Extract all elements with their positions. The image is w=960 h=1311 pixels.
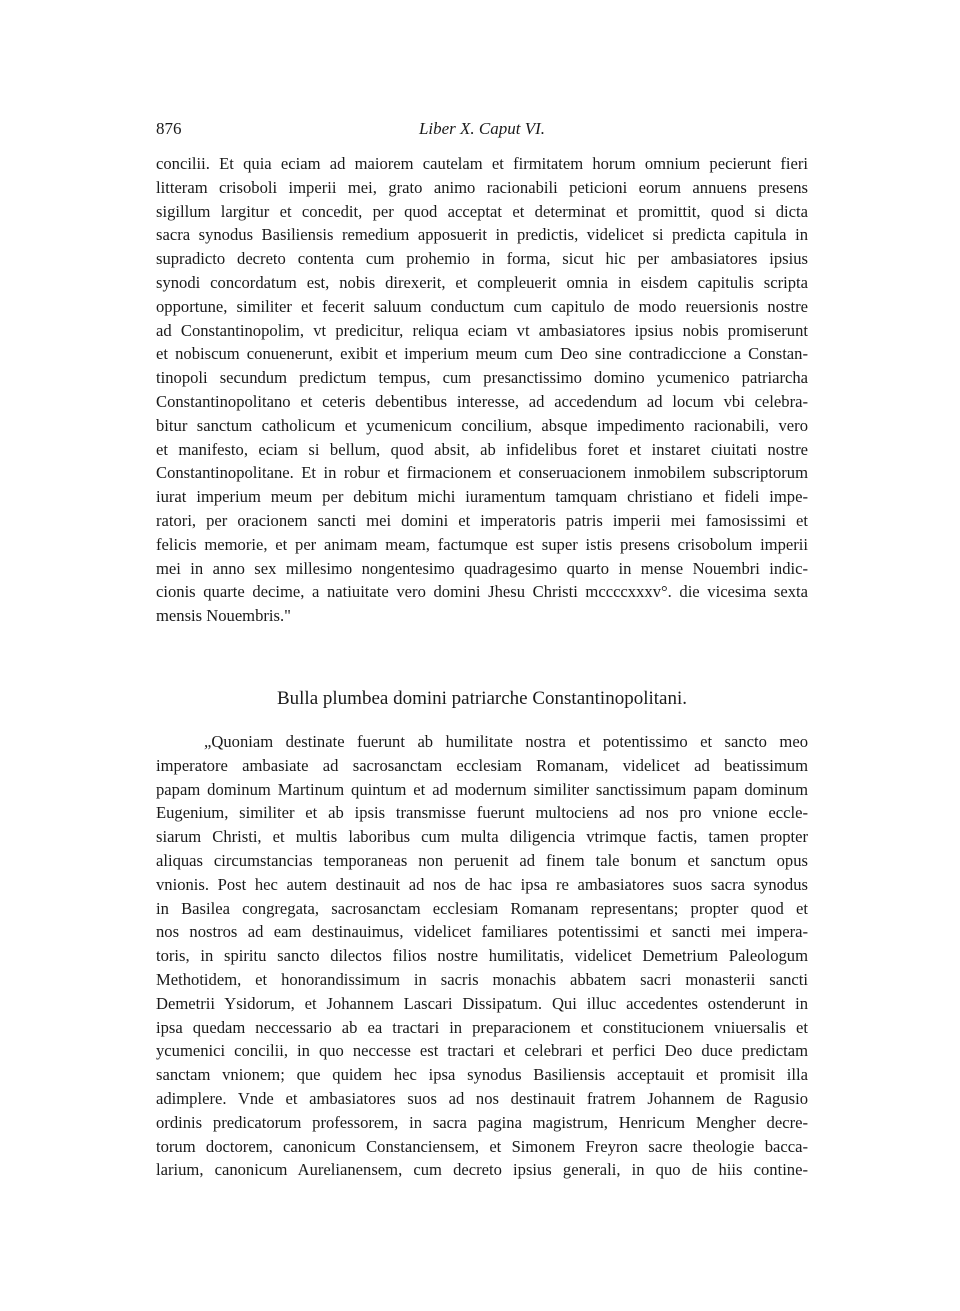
text-line: torum doctorem, canonicum Constanciensem, et Simonem Freyron sacre theologie bacca- [156, 1136, 808, 1156]
text-line: synodi concordatum est, nobis direxerit, et compleuerit omnia in eisdem capitulis scripta [156, 272, 808, 292]
text-line: ycumenici concilii, in quo neccesse est tractari et celebrari et perfici Deo duce predictam [156, 1041, 808, 1061]
text-line: bitur sanctum catholicum et ycumenicum concilium, absque impedimento racionabili, vero [156, 415, 808, 435]
running-head [156, 119, 808, 143]
text-line: imperatore ambasiate ad sacrosanctam ecclesiam Romanam, videlicet ad beatissimum [156, 755, 808, 775]
text-line: Demetrii Ysidorum, et Johannem Lascari Dissipatum. Qui illuc accedentes ostenderunt in [156, 993, 808, 1013]
paragraph-bulla-plumbea [156, 730, 808, 1182]
text-line: toris, in spiritu sancto dilectos filios nostre humilitatis, videlicet Demetrium Paleologum [156, 946, 808, 966]
text-line: cionis quarte decime, a natiuitate vero domini Jhesu Christi mccccxxxv°. die vicesima sexta [156, 582, 808, 602]
text-line: concilii. Et quia eciam ad maiorem cautelam et firmitatem horum omnium pecierunt fieri [156, 154, 808, 173]
text-line: in Basilea congregata, sacrosanctam ecclesiam Romanam representans; propter quod et [156, 898, 808, 918]
text-line: opportune, similiter et fecerit saluum conductum cum capitulo de modo reuersionis nostre [156, 296, 808, 316]
text-line: ipsa quedam neccessario ab ea tractari in preparacionem et constitucionem vniuersalis et [156, 1017, 808, 1037]
text-line: iurat imperium meum per debitum michi iuramentum tamquam christiano et fideli impe- [156, 487, 808, 507]
text-line: siarum Christi, et multis laboribus cum multa diligencia vtrimque factis, tamen propter [156, 827, 808, 847]
text-line: nos nostros ad eam destinauimus, videlicet familiares potentissimi et sancti mei impera- [156, 922, 808, 942]
text-line: felicis memorie, et per animam meam, factumque est super istis presens crisobolum imperii [156, 534, 808, 554]
paragraph-chrysobull-ending [156, 152, 808, 628]
section-heading: Bulla plumbea domini patriarche Constantinopolitani. [276, 688, 687, 709]
text-line: larium, canonicum Aurelianensem, cum decreto ipsius generali, in quo de hiis contine- [156, 1160, 808, 1180]
running-title: Liber X. Caput VI. [418, 119, 546, 138]
text-line: litteram crisoboli imperii mei, grato animo racionabili peticioni eorum annuens presens [156, 177, 808, 197]
text-line: Constantinopolitane. Et in robur et firmacionem et conseruacionem inmobilem subscriptorum [156, 463, 808, 483]
text-line: ordinis predicatorum professorem, in sacra pagina magistrum, Henricum Mengher decre- [156, 1112, 808, 1132]
text-line: aliquas circumstancias temporaneas non peruenit ad finem tale bonum et sanctum opus [156, 850, 808, 870]
text-line: Methotidem, et honorandissimum in sacris monachis abbatem sacri monasterii sancti [156, 969, 808, 989]
text-line: et nobiscum conuenerunt, exibit et imperium meum cum Deo sine contradiccione a Constan- [156, 344, 808, 364]
text-line: vnionis. Post hec autem destinauit ad nos de hac ipsa re ambasiatores suos sacra synodus [156, 874, 808, 894]
text-line: Eugenium, similiter et ab ipsis transmisse fuerunt multociens ad nos pro vnione eccle- [156, 803, 808, 823]
text-line: mei in anno sex millesimo nongentesimo quadragesimo quarto in mense Nouembri indic- [156, 558, 808, 578]
text-line: sacra synodus Basiliensis remedium apposuerit in predictis, videlicet si predicta capitula in [156, 225, 808, 245]
text-line: ratori, per oracionem sancti mei domini et imperatoris patris imperii mei famosissimi et [156, 510, 808, 530]
text-line: tinopoli secundum predictum tempus, cum presanctissimo domino ycumenico patriarcha [156, 368, 808, 388]
text-line: supradicto decreto contenta cum prohemio in forma, sicut hic per ambasiatores ipsius [156, 249, 808, 269]
text-line: adimplere. Vnde et ambasiatores suos ad nos destinauit fratrem Johannem de Ragusio [156, 1088, 808, 1108]
text-line: sigillum largitur et concedit, per quod acceptat et determinat et promittit, quod si dicta [156, 201, 808, 221]
text-line: ad Constantinopolim, vt predicitur, reliqua eciam vt ambasiatores ipsius nobis promiserunt [156, 320, 808, 340]
page-number: 876 [156, 119, 182, 138]
text-line: „Quoniam destinate fuerunt ab humilitate nostra et potentissimo et sancto meo [204, 732, 808, 751]
text-line: papam dominum Martinum quintum et ad modernum similiter sanctissimum papam dominum [156, 779, 808, 799]
text-line: sanctam vnionem; que quidem hec ipsa synodus Basiliensis acceptauit et promisit illa [156, 1065, 808, 1085]
text-line: Constantinopolitano et ceteris debentibus interesse, ad accedendum ad locum vbi celebra- [156, 391, 808, 411]
text-line: mensis Nouembris." [156, 606, 291, 626]
text-line: et manifesto, eciam si bellum, quod absit, ab infidelibus foret et instaret ciuitati nostre [156, 439, 808, 459]
